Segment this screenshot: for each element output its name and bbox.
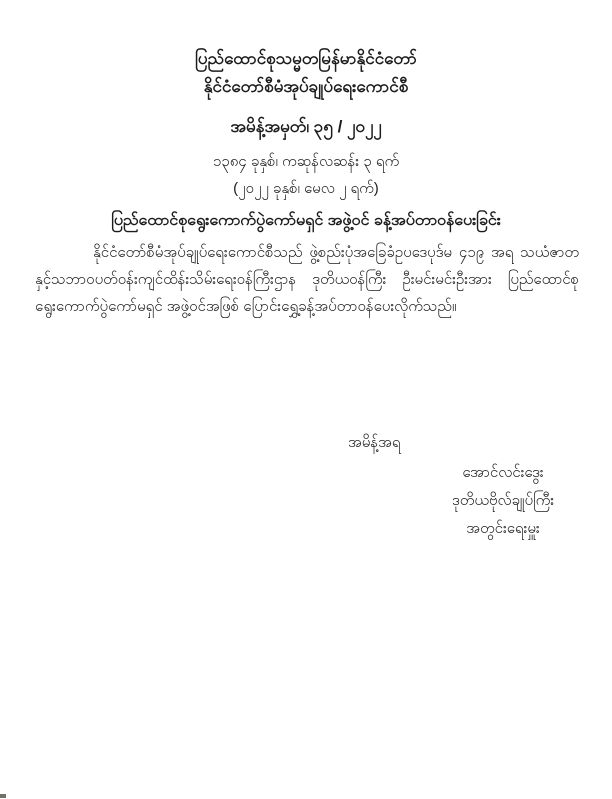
date-gregorian: (၂၀၂၂ ခုနှစ်၊ မေလ ၂ ရက်)	[233, 180, 379, 197]
signature-block	[437, 459, 569, 543]
document-title-council: နိုင်ငံတော်စီမံအုပ်ချုပ်ရေးကောင်စီ	[203, 77, 409, 96]
date-myanmar-era: ၁၃၈၄ ခုနှစ်၊ ကဆုန်လဆန်း ၃ ရက်	[212, 153, 400, 170]
order-number-line: အမိန့်အမှတ်၊ ၃၅ / ၂၀၂၂	[230, 117, 382, 136]
document-title-country: ပြည်ထောင်စုသမ္မတမြန်မာနိုင်ငံတော်	[195, 49, 417, 68]
signatory-position: အတွင်းရေးမှူး	[466, 520, 540, 537]
page-corner-artifact	[0, 794, 6, 798]
signatory-name: အောင်လင်းဒွေး	[462, 464, 544, 481]
document-subject: ပြည်ထောင်စုရွေးကောက်ပွဲကော်မရှင် အဖွဲ့ဝင် ခန့်အပ်တာဝန်ပေးခြင်း	[111, 212, 501, 229]
signatory-rank: ဒုတိယဗိုလ်ချုပ်ကြီး	[451, 492, 555, 509]
by-order-label: အမိန့်အရ	[348, 434, 401, 451]
body-paragraph: နိုင်ငံတော်စီမံအုပ်ချုပ်ရေးကောင်စီသည် ဖွဲ့စည်းပုံအခြေခံဥပဒေပုဒ်မ ၄၁၉ အရ သယံဇာတနှင့်သဘာဝပတ်ဝန်းကျင်ထိန်းသိမ်းရေးဝန်ကြီးဌာန ဒုတိယဝန်ကြီး ဦးမင်းမင်းဦးအား ပြည်ထောင်စုရွေးကောက်ပွဲကော်မရှင် အဖွဲ့ဝင်အဖြစ် ပြောင်းရွှေ့ခန့်အပ်တာဝန်ပေးလိုက်သည်။	[35, 244, 579, 315]
